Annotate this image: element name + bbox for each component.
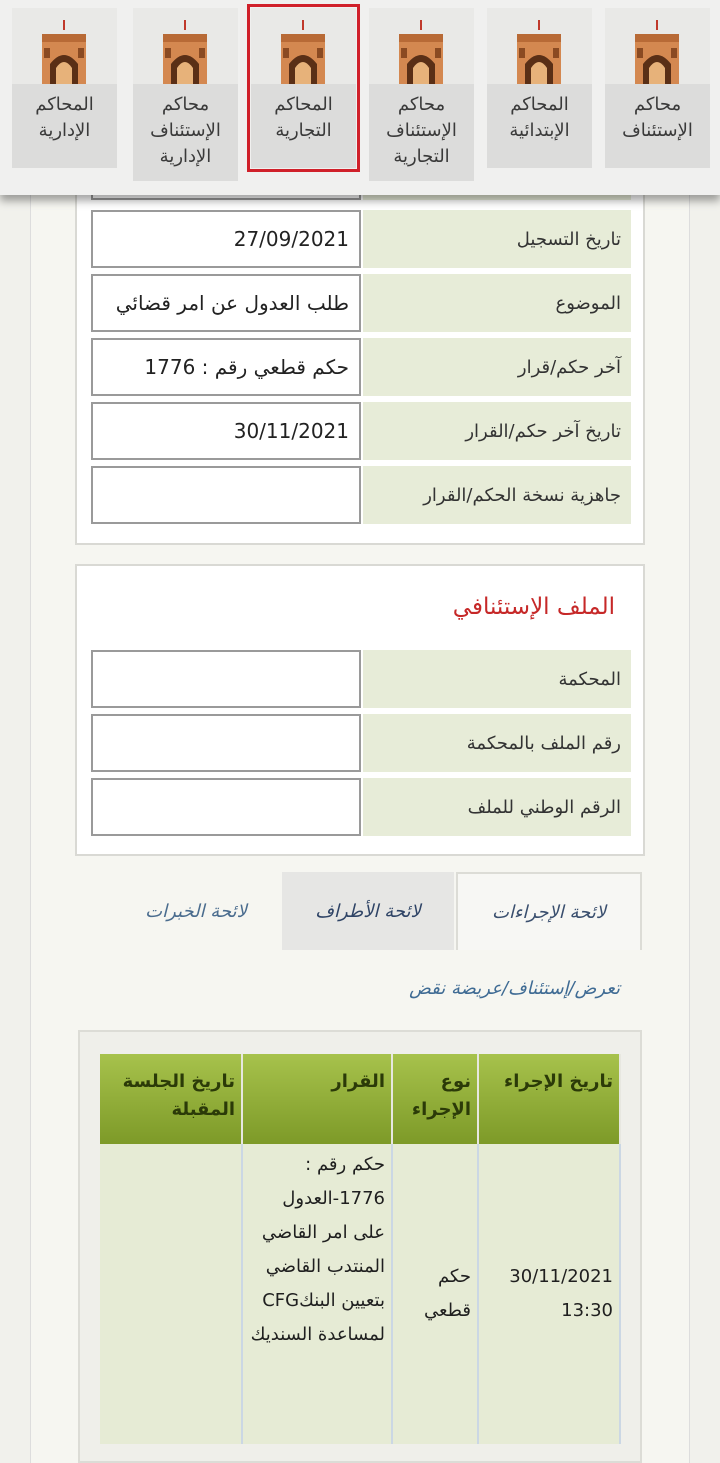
court-tab-administrative-appeal[interactable] (133, 8, 238, 181)
file-detail-row (91, 466, 631, 524)
court-label: المحكمة (363, 650, 631, 708)
national-file-number-label: الرقم الوطني للملف (363, 778, 631, 836)
decision-cell: حكم رقم : 1776-العدول على امر القاضي المنتدب القاضي بتعيين البنكCFG لمساعدة السنديك (242, 1144, 392, 1444)
national-file-number-value (91, 778, 361, 836)
court-tab-label: محاكم الإستئناف الإدارية (133, 84, 238, 181)
court-value (91, 650, 361, 708)
court-tab-first-instance[interactable] (487, 8, 592, 168)
appeal-file-row (91, 778, 631, 836)
tab-procedures[interactable]: لائحة الإجراءات (456, 872, 642, 950)
tab-parties[interactable]: لائحة الأطراف (282, 872, 454, 950)
table-header-row (100, 1054, 620, 1144)
court-tab-commercial-appeal[interactable] (369, 8, 474, 181)
court-building-icon (277, 18, 329, 90)
court-tab-administrative[interactable] (12, 8, 117, 168)
last-judgment-label: آخر حكم/قرار (363, 338, 631, 396)
file-detail-row (91, 274, 631, 332)
court-tab-label: محاكم الإستئناف التجارية (369, 84, 474, 181)
court-tab-appeal[interactable] (605, 8, 710, 168)
procedures-table-wrap (78, 1030, 642, 1463)
court-tab-label: المحاكم التجارية (251, 84, 356, 168)
col-header-decision: القرار (242, 1054, 392, 1144)
court-building-icon (395, 18, 447, 90)
court-file-number-label: رقم الملف بالمحكمة (363, 714, 631, 772)
court-building-icon (159, 18, 211, 90)
procedure-type-cell: حكم قطعي (392, 1144, 478, 1444)
last-judgment-date-text: 30/11/2021 (233, 419, 349, 443)
procedure-date-cell (478, 1144, 620, 1444)
court-building-icon (513, 18, 565, 90)
appeal-file-panel (75, 564, 645, 856)
last-judgment-date-value (91, 402, 361, 460)
appeal-file-title: الملف الإستئنافي (452, 594, 615, 620)
last-judgment-date-label: تاريخ آخر حكم/القرار (363, 402, 631, 460)
court-tab-label: محاكم الإستئناف (605, 84, 710, 168)
file-detail-row (91, 338, 631, 396)
col-header-next-session-date: تاريخ الجلسة المقبلة (100, 1054, 242, 1144)
procedure-date-text: 30/11/2021 13:30 (509, 1266, 613, 1321)
court-building-icon (631, 18, 683, 90)
registration-date-text: 27/09/2021 (233, 227, 349, 251)
table-row (100, 1144, 620, 1444)
file-details-panel (75, 150, 645, 545)
court-tab-commercial[interactable] (251, 8, 356, 168)
appeal-cassation-link[interactable]: تعرض/إستئناف/عريضة نقض (409, 978, 620, 999)
judgment-copy-ready-value (91, 466, 361, 524)
court-file-number-value (91, 714, 361, 772)
appeal-file-row (91, 650, 631, 708)
subject-value: طلب العدول عن امر قضائي (91, 274, 361, 332)
court-tab-label: المحاكم الإدارية (12, 84, 117, 168)
col-header-procedure-date: تاريخ الإجراء (478, 1054, 620, 1144)
court-building-icon (38, 18, 90, 90)
subject-label: الموضوع (363, 274, 631, 332)
court-type-nav (0, 0, 720, 195)
tab-expertises[interactable]: لائحة الخبرات (145, 900, 247, 922)
court-tab-label: المحاكم الإبتدائية (487, 84, 592, 168)
registration-date-label: تاريخ التسجيل (363, 210, 631, 268)
last-judgment-value: حكم قطعي رقم : 1776 (91, 338, 361, 396)
next-session-date-cell (100, 1144, 242, 1444)
file-detail-row (91, 402, 631, 460)
col-header-procedure-type: نوع الإجراء (392, 1054, 478, 1144)
registration-date-value (91, 210, 361, 268)
file-detail-row (91, 210, 631, 268)
judgment-copy-ready-label: جاهزية نسخة الحكم/القرار (363, 466, 631, 524)
procedures-table (100, 1054, 621, 1444)
appeal-file-row (91, 714, 631, 772)
